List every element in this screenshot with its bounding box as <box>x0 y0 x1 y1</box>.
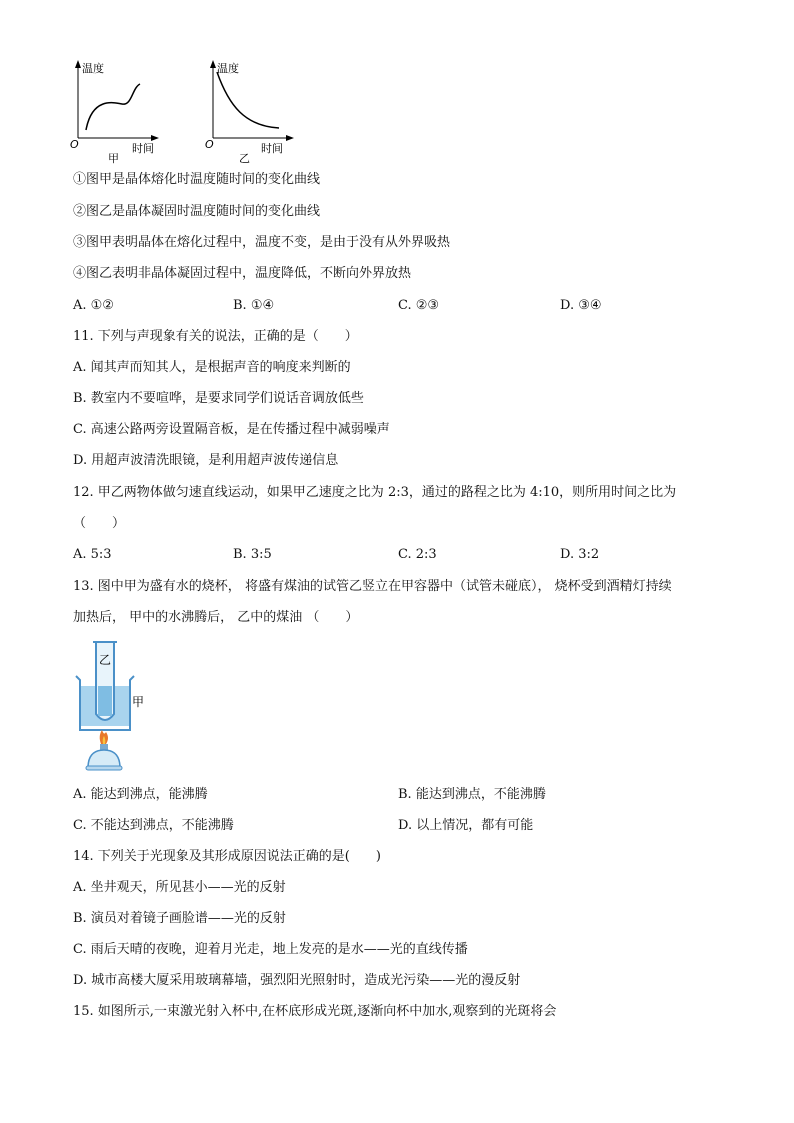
graph-yi <box>195 58 305 168</box>
graph-jia-origin: O <box>70 138 79 151</box>
q12-stem-line2: （ ） <box>73 516 126 531</box>
q13-beaker-label: 甲 <box>132 695 145 709</box>
q13-option-a[interactable]: A. 能达到沸点，能沸腾 <box>73 787 208 802</box>
graph-yi-caption: 乙 <box>239 152 250 165</box>
graph-yi-xlabel: 时间 <box>261 142 283 155</box>
graph-jia-curve <box>86 84 140 130</box>
q11-option-c[interactable]: C. 高速公路两旁设置隔音板，是在传播过程中减弱噪声 <box>73 422 390 437</box>
q12-stem-line1: 12. 甲乙两物体做匀速直线运动，如果甲乙速度之比为 2:3，通过的路程之比为 4:10，则所用时间之比为 <box>73 485 677 500</box>
q13-stem-line1: 13. 图中甲为盛有水的烧杯， 将盛有煤油的试管乙竖立在甲容器中（试管未碰底）， 烧杯受到酒精灯持续 <box>73 579 672 594</box>
q13-tube-label: 乙 <box>99 653 112 667</box>
q11-option-a[interactable]: A. 闻其声而知其人，是根据声音的响度来判断的 <box>73 360 351 375</box>
q14-option-a[interactable]: A. 坐井观天，所见甚小——光的反射 <box>73 880 286 895</box>
q11-option-b[interactable]: B. 教室内不要喧哗，是要求同学们说话音调放低些 <box>73 391 364 406</box>
q10-statement-1: ①图甲是晶体熔化时温度随时间的变化曲线 <box>73 172 321 187</box>
q10-option-c[interactable]: C. ②③ <box>398 298 440 313</box>
q13-option-b[interactable]: B. 能达到沸点，不能沸腾 <box>398 787 546 802</box>
q12-option-a[interactable]: A. 5:3 <box>73 547 112 562</box>
graph-jia-caption: 甲 <box>108 152 119 165</box>
graph-jia-xlabel: 时间 <box>132 142 154 155</box>
q10-option-a[interactable]: A. ①② <box>73 298 114 313</box>
graph-jia <box>60 58 170 168</box>
graph-yi-ylabel: 温度 <box>217 62 239 75</box>
q10-statement-4: ④图乙表明非晶体凝固过程中，温度降低，不断向外界放热 <box>73 266 412 281</box>
q13-option-d[interactable]: D. 以上情况，都有可能 <box>398 818 534 833</box>
q14-stem: 14. 下列关于光现象及其形成原因说法正确的是( ) <box>73 849 381 864</box>
q10-option-b[interactable]: B. ①④ <box>233 298 275 313</box>
graph-jia-ylabel: 温度 <box>82 62 104 75</box>
q10-statement-3: ③图甲表明晶体在熔化过程中，温度不变，是由于没有从外界吸热 <box>73 235 451 250</box>
q14-option-d[interactable]: D. 城市高楼大厦采用玻璃幕墙，强烈阳光照射时，造成光污染——光的漫反射 <box>73 973 521 988</box>
q12-option-b[interactable]: B. 3:5 <box>233 547 272 562</box>
graph-yi-origin: O <box>205 138 214 151</box>
q13-stem-line2: 加热后， 甲中的水沸腾后， 乙中的煤油 （ ） <box>73 610 359 625</box>
q13-option-c[interactable]: C. 不能达到沸点，不能沸腾 <box>73 818 234 833</box>
q10-statement-2: ②图乙是晶体凝固时温度随时间的变化曲线 <box>73 204 321 219</box>
q12-option-c[interactable]: C. 2:3 <box>398 547 437 562</box>
q14-option-c[interactable]: C. 雨后天晴的夜晚，迎着月光走，地上发亮的是水——光的直线传播 <box>73 942 468 957</box>
q11-stem: 11. 下列与声现象有关的说法，正确的是（ ） <box>73 329 358 344</box>
q12-option-d[interactable]: D. 3:2 <box>560 547 600 562</box>
q15-stem: 15. 如图所示,一束激光射入杯中,在杯底形成光斑,逐渐向杯中加水,观察到的光斑将会 <box>73 1004 557 1019</box>
q10-option-d[interactable]: D. ③④ <box>560 298 602 313</box>
q13-figure-beaker <box>66 636 156 776</box>
q11-option-d[interactable]: D. 用超声波清洗眼镜，是利用超声波传递信息 <box>73 453 339 468</box>
graph-yi-curve <box>217 72 279 128</box>
q14-option-b[interactable]: B. 演员对着镜子画脸谱——光的反射 <box>73 911 286 926</box>
